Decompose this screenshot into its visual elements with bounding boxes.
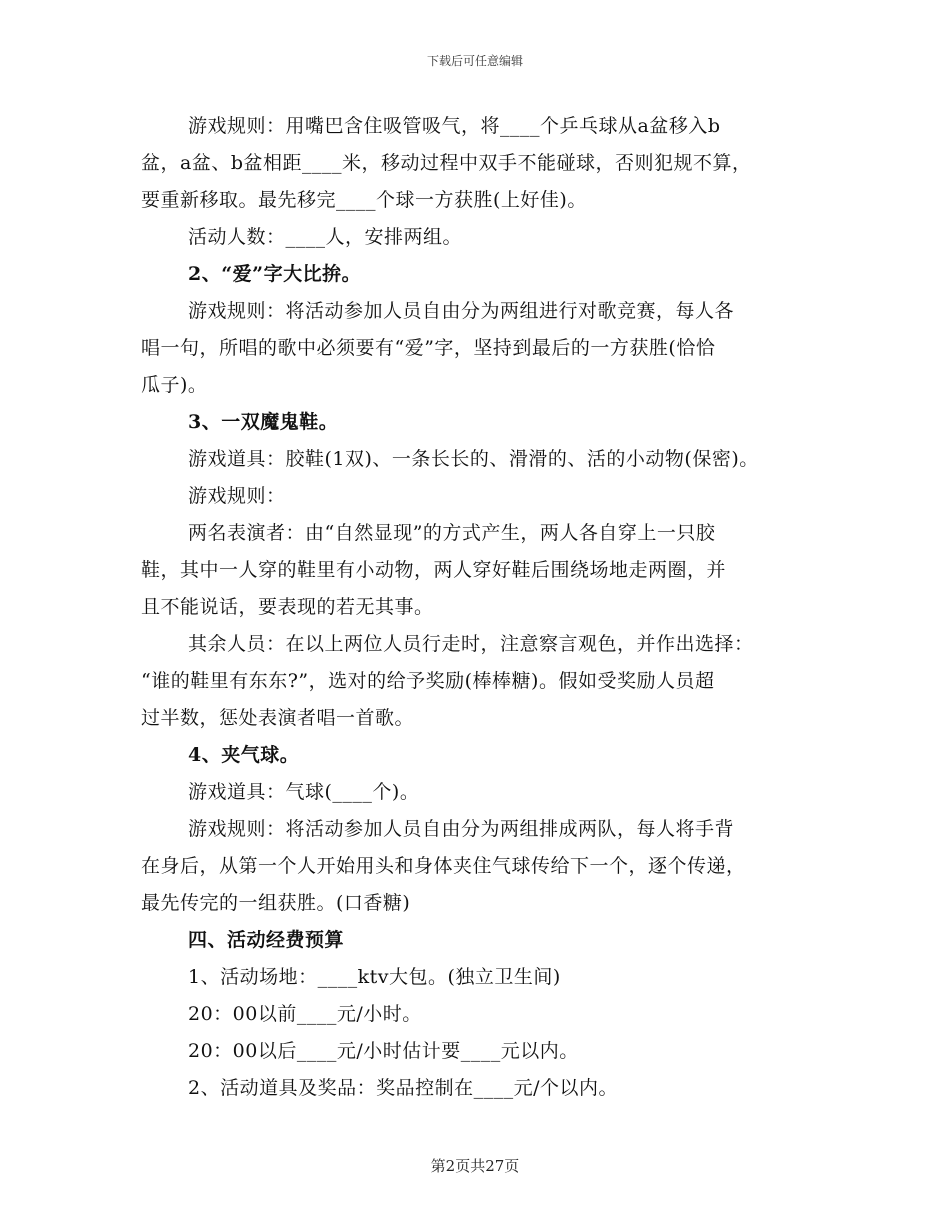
text-line: 最先传完的一组获胜。(口香糖) — [141, 892, 411, 914]
text-line: “谁的鞋里有东东?”，选对的给予奖励(棒棒糖)。假如受奖励人员超 — [141, 670, 715, 692]
text-line: 其余人员：在以上两位人员行走时，注意察言观色，并作出选择： — [188, 633, 754, 655]
text-line: 要重新移取。最先移完____个球一方获胜(上好佳)。 — [141, 189, 587, 211]
page-footer: 第2页共27页 — [430, 1157, 520, 1175]
text-line: 2、活动道具及奖品：奖品控制在____元/个以内。 — [188, 1077, 618, 1099]
text-line: 唱一句，所唱的歌中必须要有“爱”字，坚持到最后的一方获胜(恰恰 — [141, 337, 716, 359]
text-line: 游戏道具：气球(____个)。 — [188, 781, 420, 803]
text-line: 游戏规则：用嘴巴含住吸管吸气，将____个乒乓球从a盆移入b — [188, 115, 721, 137]
text-line: 游戏道具：胶鞋(1双)、一条长长的、滑滑的、活的小动物(保密)。 — [188, 448, 759, 470]
text-line: 1、活动场地：____ktv大包。(独立卫生间) — [188, 966, 561, 988]
text-line: 游戏规则：将活动参加人员自由分为两组排成两队，每人将手背 — [188, 818, 735, 840]
text-line: 2、“爱”字大比拚。 — [188, 263, 362, 285]
text-line: 20：00以后____元/小时估计要____元以内。 — [188, 1040, 579, 1062]
text-line: 20：00以前____元/小时。 — [188, 1003, 422, 1025]
text-line: 过半数，惩处表演者唱一首歌。 — [141, 707, 415, 729]
text-line: 游戏规则： — [188, 485, 286, 507]
text-line: 四、活动经费预算 — [188, 929, 345, 951]
text-line: 游戏规则：将活动参加人员自由分为两组进行对歌竞赛，每人各 — [188, 300, 735, 322]
text-line: 瓜子)。 — [141, 374, 208, 396]
text-line: 4、夹气球。 — [188, 744, 300, 766]
text-line: 3、一双魔鬼鞋。 — [188, 411, 339, 433]
document-body — [141, 108, 821, 1107]
text-line: 盆，a盆、b盆相距____米，移动过程中双手不能碰球，否则犯规不算， — [141, 152, 752, 174]
text-line: 鞋，其中一人穿的鞋里有小动物，两人穿好鞋后围绕场地走两圈，并 — [141, 559, 727, 581]
page-header: 下载后可任意编辑 — [426, 54, 523, 68]
text-line: 两名表演者：由“自然显现”的方式产生，两人各自穿上一只胶 — [188, 522, 716, 544]
text-line: 活动人数：____人，安排两组。 — [188, 226, 463, 248]
text-line: 在身后，从第一个人开始用头和身体夹住气球传给下一个，逐个传递， — [141, 855, 746, 877]
text-line: 且不能说话，要表现的若无其事。 — [141, 596, 434, 618]
